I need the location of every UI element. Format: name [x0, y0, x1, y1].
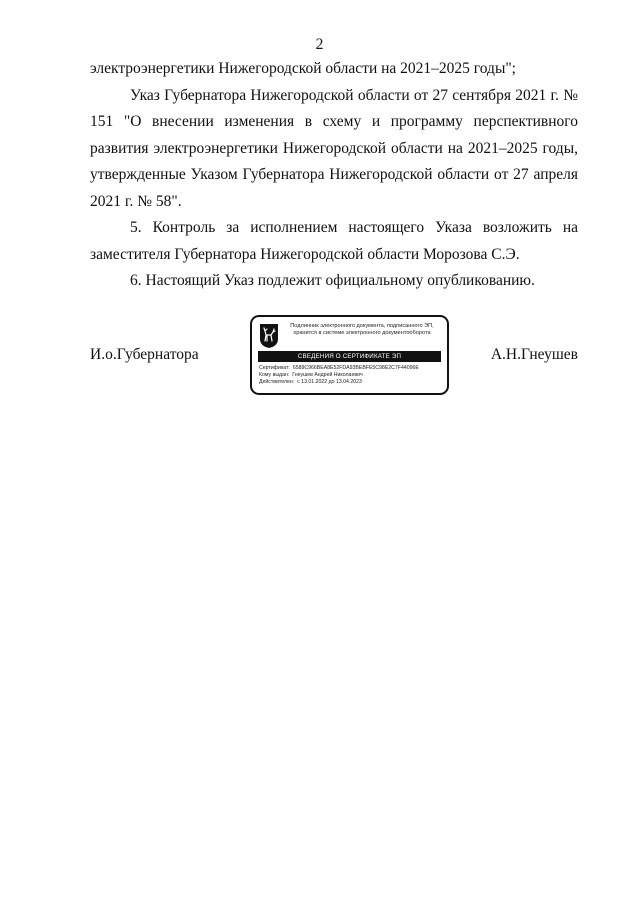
electronic-signature-stamp — [250, 315, 449, 395]
paragraph-item-5: 5. Контроль за исполнением настоящего Указа возложить на заместителя Губернатора Нижегородской области Морозова С.Э. — [90, 219, 578, 263]
stamp-certificate-title: СВЕДЕНИЯ О СЕРТИФИКАТЕ ЭП — [258, 351, 441, 362]
validity-value: с 13.01.2022 до 13.04.2023 — [297, 379, 362, 385]
stamp-certificate-details — [259, 365, 442, 386]
issued-to-row — [259, 372, 442, 379]
validity-label: Действителен: — [259, 379, 295, 385]
stamp-header — [283, 323, 441, 337]
stamp-header-line-2: хранится в системе электронного документооборота — [293, 330, 431, 337]
certificate-label: Сертификат: — [259, 365, 290, 371]
paragraph-item-6: 6. Настоящий Указ подлежит официальному опубликованию. — [130, 272, 535, 289]
signatory-name: А.Н.Гнеушев — [490, 346, 578, 363]
issued-to-label: Кому выдан: — [259, 372, 290, 378]
signature-block — [90, 313, 578, 403]
certificate-row — [259, 365, 442, 372]
signatory-position: И.о.Губернатора — [90, 346, 199, 363]
validity-row — [259, 379, 442, 386]
paragraph-decree-reference: Указ Губернатора Нижегородской области от 27 сентября 2021 г. № 151 "О внесении изменения в схему и программу перспективного развития электроэнергетики Нижегородской области на 2021–2025 годы, утвержденные Указом Губернатора Нижегородской области от 27 апреля 2021 г. № 58". — [90, 86, 578, 210]
page-number: 2 — [315, 36, 324, 53]
stamp-header-line-1: Подлинник электронного документа, подписанного ЭП, — [290, 323, 434, 329]
paragraph-continuation: электроэнергетики Нижегородской области на 2021–2025 годы"; — [90, 60, 516, 77]
deer-emblem-icon — [259, 323, 279, 349]
document-body — [90, 56, 578, 295]
certificate-value: 6589C966BEA8E52FDA93BEBFE5C98E2C7F44096E — [292, 365, 419, 371]
issued-to-value: Гнеушев Андрей Николаевич — [292, 372, 363, 378]
